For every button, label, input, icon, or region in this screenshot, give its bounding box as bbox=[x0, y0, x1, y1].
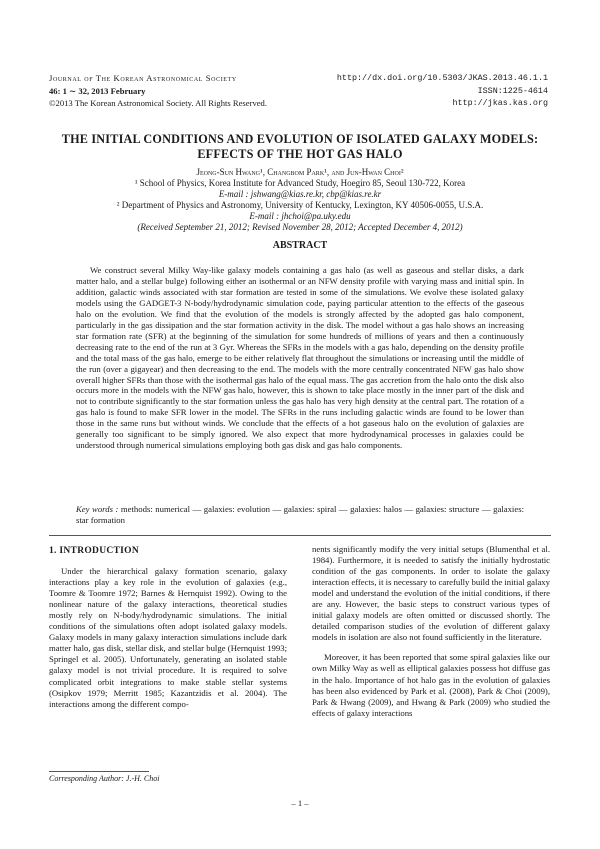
journal-url[interactable]: http://jkas.kas.org bbox=[452, 98, 548, 108]
author-names: Jeong-Sun Hwang¹, Changbom Park¹, and Jun-Hwan Choi² bbox=[196, 167, 404, 177]
received-dates: (Received September 21, 2012; Revised November 28, 2012; Accepted December 4, 2012) bbox=[137, 222, 463, 232]
journal-header bbox=[49, 72, 267, 110]
paragraph: Under the hierarchical galaxy formation scenario, galaxy interactions play a key role in the evolution of galaxies (e.g., Toomre & Toomre 1972; Barnes & Hernquist 1992). Owing to the nonlinear nature of the galaxy interactions, theoretical studies mostly rely on N-body/hydrodynamic simulations. The initial conditions of the simulations often adopt isolated galaxy models. Galaxy models in many galaxy interaction simulations include dark matter halo, gas disk, stellar disk, and stellar bulge (Hernquist 1993; Springel et al. 2005). Unfortunately, generating an isolated stable galaxy model is not trivial procedure. It is required to solve complicated orbit integrations to make stable stellar systems (Osipkov 1979; Merritt 1985; Kazantzidis et al. 2004). The interactions among the different compo- bbox=[49, 566, 287, 709]
affiliation-1: ¹ School of Physics, Korea Institute for Advanced Study, Hoegiro 85, Seoul 130-722, Korea bbox=[134, 178, 466, 188]
paper-title: THE INITIAL CONDITIONS AND EVOLUTION OF ISOLATED GALAXY MODELS: EFFECTS OF THE HOT GAS HALO bbox=[61, 132, 539, 161]
affiliation-2: ² Department of Physics and Astronomy, University of Kentucky, Lexington, KY 40506-0055, U.S.A. bbox=[116, 200, 484, 210]
footnote-rule bbox=[49, 771, 149, 772]
section-divider bbox=[49, 535, 551, 536]
paragraph: nents significantly modify the very initial setups (Blumenthal et al. 1984). Furthermore, it is needed to satisfy the initially hydrostatic condition of the gas components. In order to isolate the galaxy interaction effects, it is necessary to carefully build the initial galaxy model and understand the evolution of the initial conditions, if there are any. However, the basic steps to construct various types of initial galaxy models are often omitted or discussed shortly. The detailed comparison studies of the evolution of different galaxy models in isolation are also not found sufficiently in the literature. bbox=[312, 544, 550, 643]
email-2: E-mail : jhchoi@pa.uky.edu bbox=[249, 211, 351, 221]
footnote: Corresponding Author: J.-H. Choi bbox=[49, 774, 160, 783]
paragraph: Moreover, it has been reported that some spiral galaxies like our own Milky Way as well as elliptical galaxies possess hot diffuse gas in the halo. Importance of hot halo gas in the evolution of galaxies has been also evidenced by Park et al. (2008), Park & Choi (2009), Park & Hwang (2009), and Hwang & Park (2009) who studied the effects of galaxy interactions bbox=[312, 652, 550, 718]
volume-line: 46: 1 ∼ 32, 2013 February bbox=[49, 85, 146, 96]
journal-links bbox=[337, 72, 548, 110]
copyright-line: ©2013 The Korean Astronomical Society. All Rights Reserved. bbox=[49, 98, 267, 108]
keywords bbox=[76, 504, 524, 526]
journal-name: Journal of The Korean Astronomical Society bbox=[49, 73, 237, 83]
abstract-text: We construct several Milky Way-like galaxy models containing a gas halo (as well as gaseous and stellar disks, a dark matter halo, and a stellar bulge) following either an isothermal or an NFW density profile with varying mass and initial spin. In addition, galactic winds associated with star formation are tested in some of the simulations. We evolve these isolated galaxy models using the GADGET-3 N-body/hydrodynamic simulation code, paying particular attention to the effects of the gaseous halo on the evolution. We find that the evolution of the models is strongly affected by the adopted gas halo component, particularly in the gas dissipation and the star formation activity in the disk. The model without a gas halo shows an increasing star formation rate (SFR) at the beginning of the simulation for some hundreds of millions of years and then a continuously decreasing rate to the end of the run at 3 Gyr. Whereas the SFRs in the models with a gas halo, depending on the density profile and the total mass of the gas halo, emerge to be either relatively flat throughout the simulations or increasing until the middle of the run (over a gigayear) and then decreasing to the end. The models with the more centrally concentrated NFW gas halo show overall higher SFRs than those with the isothermal gas halo of the equal mass. The gas accretion from the halo onto the disk also occurs more in the models with the NFW gas halo, however, this is shown to take place mostly in the inner part of the disk and not to contribute significantly to the star formation unless the gas halo has very high density at the central part. The rotation of a gas halo is found to make SFR lower in the model. The SFRs in the runs including galactic winds are found to be lower than those in the same runs but without winds. We conclude that the effects of a hot gaseous halo on the evolution of galaxies are generally too significant to be simply ignored. We also expect that more hydrodynamical processes in galaxies could be understood through numerical simulations employing both gas disk and gas halo components. bbox=[76, 265, 524, 451]
section-heading: 1. INTRODUCTION bbox=[49, 546, 140, 556]
issn: ISSN:1225-4614 bbox=[477, 85, 548, 96]
page-number: – 1 – bbox=[291, 798, 309, 808]
email-1: E-mail : jshwang@kias.re.kr, cbp@kias.re.kr bbox=[218, 189, 382, 199]
right-column bbox=[312, 544, 550, 719]
left-column bbox=[49, 546, 287, 710]
keywords-label: Key words : bbox=[76, 504, 119, 514]
keywords-text: methods: numerical — galaxies: evolution — galaxies: spiral — galaxies: halos — galaxies: structure — galaxies: star formation bbox=[76, 504, 524, 525]
abstract-heading: ABSTRACT bbox=[272, 240, 328, 251]
author-block bbox=[40, 167, 560, 233]
doi-link[interactable]: http://dx.doi.org/10.5303/JKAS.2013.46.1.1 bbox=[336, 73, 548, 83]
